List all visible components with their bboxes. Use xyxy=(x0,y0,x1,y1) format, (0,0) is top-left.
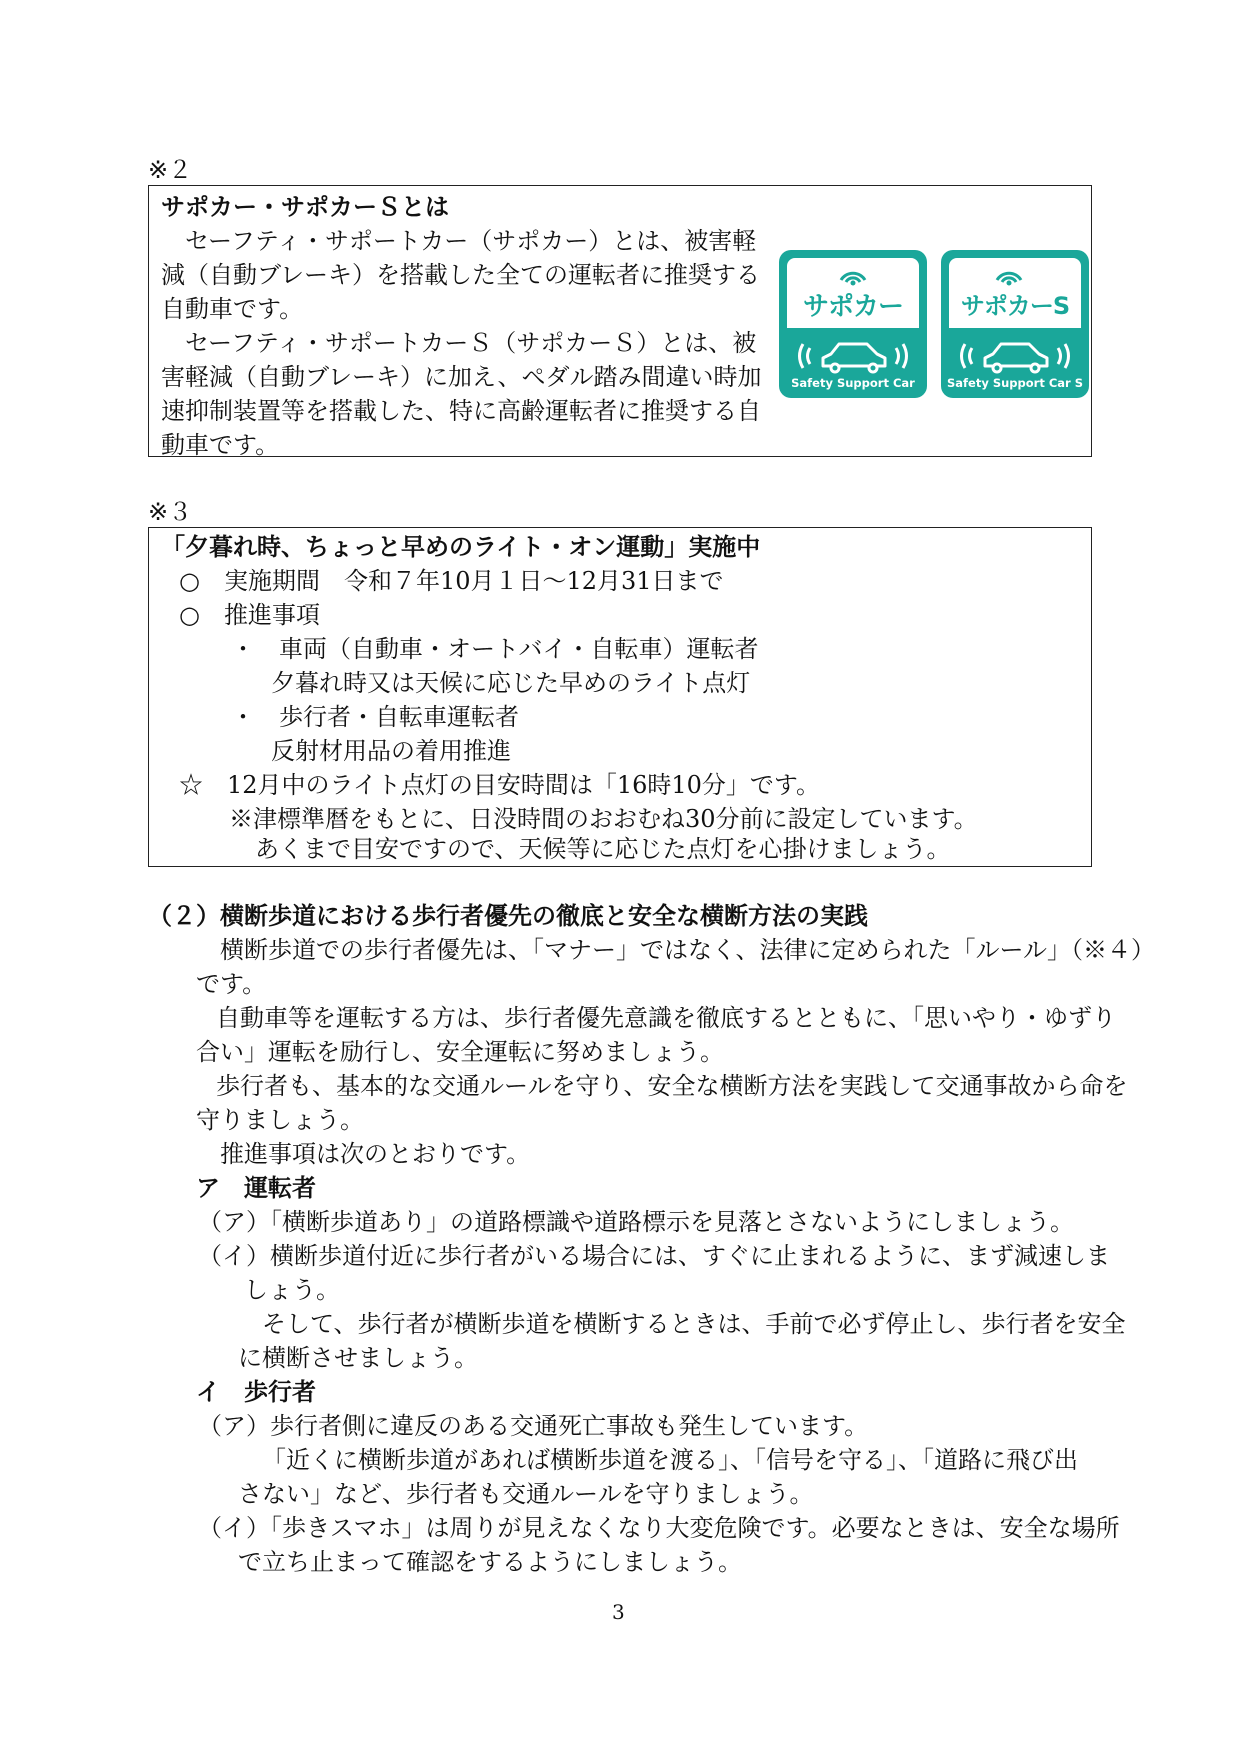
sapoka-logo xyxy=(779,250,927,398)
paragraph-line: 自動車等を運転する方は、歩行者優先意識を徹底するとともに、「思いやり・ゆずり xyxy=(216,1004,1116,1032)
note2-marker: ※２ xyxy=(148,156,193,184)
section-heading: （２）横断歩道における歩行者優先の徹底と安全な横断方法の実践 xyxy=(148,902,868,930)
note3-line: ☆ 12月中のライト点灯の目安時間は「16時10分」です。 xyxy=(179,771,820,799)
note2-title: サポカー・サポカーＳとは xyxy=(161,193,449,221)
driver-line: そして、歩行者が横断歩道を横断するときは、手前で必ず停止し、歩行者を安全 xyxy=(262,1310,1126,1338)
paragraph-line: 推進事項は次のとおりです。 xyxy=(220,1140,531,1168)
paragraph-line: 横断歩道での歩行者優先は、「マナー」ではなく、法律に定められた「ルール」（※４） xyxy=(220,936,1156,964)
page-number: 3 xyxy=(612,1600,625,1624)
wifi-signal-icon xyxy=(989,262,1029,286)
note2-line: セーフティ・サポートカー（サポカー）とは、被害軽 xyxy=(161,227,757,255)
note2-box xyxy=(148,185,1092,457)
paragraph-line: 合い」運転を励行し、安全運転に努めましょう。 xyxy=(196,1038,724,1066)
driver-line: しょう。 xyxy=(244,1276,340,1304)
note3-line: ※津標準暦をもとに、日没時間のおおむね30分前に設定しています。 xyxy=(229,805,978,833)
note3-marker: ※３ xyxy=(148,498,193,526)
logo-title: サポカー xyxy=(802,292,903,322)
note3-title: 「夕暮れ時、ちょっと早めのライト・オン運動」実施中 xyxy=(161,533,761,561)
note2-line: 害軽減（自動ブレーキ）に加え、ペダル踏み間違い時加 xyxy=(161,363,762,391)
car-icon xyxy=(955,334,1075,380)
paragraph-line: です。 xyxy=(196,970,267,998)
note3-line: ○ 推進事項 xyxy=(179,601,320,629)
note3-line: 夕暮れ時又は天候に応じた早めのライト点灯 xyxy=(271,669,751,697)
driver-line: （イ）横断歩道付近に歩行者がいる場合には、すぐに止まれるように、まず減速しま xyxy=(198,1242,1110,1270)
note2-line: セーフティ・サポートカーＳ（サポカーＳ）とは、被 xyxy=(161,329,757,357)
note3-line: ・ 歩行者・自転車運転者 xyxy=(231,703,519,731)
note3-line: ○ 実施期間 令和７年10月１日～12月31日まで xyxy=(179,567,724,595)
sub-heading-driver: ア 運転者 xyxy=(196,1174,316,1202)
note2-line: 減（自動ブレーキ）を搭載した全ての運転者に推奨する xyxy=(161,261,761,289)
pedestrian-line: さない」など、歩行者も交通ルールを守りましょう。 xyxy=(238,1480,814,1508)
note3-line: あくまで目安ですので、天候等に応じた点灯を心掛けましょう。 xyxy=(255,835,951,863)
car-icon xyxy=(793,334,913,380)
paragraph-line: 歩行者も、基本的な交通ルールを守り、安全な横断方法を実践して交通事故から命を xyxy=(216,1072,1128,1100)
note2-line: 自動車です。 xyxy=(161,295,304,323)
note3-line: ・ 車両（自動車・オートバイ・自転車）運転者 xyxy=(231,635,759,663)
pedestrian-line: （ア）歩行者側に違反のある交通死亡事故も発生しています。 xyxy=(198,1412,869,1440)
sub-heading-pedestrian: イ 歩行者 xyxy=(196,1378,316,1406)
note3-box xyxy=(148,527,1092,867)
pedestrian-line: （イ）「歩きスマホ」は周りが見えなくなり大変危険です。必要なときは、安全な場所 xyxy=(198,1514,1120,1542)
paragraph-line: 守りましょう。 xyxy=(196,1106,364,1134)
logo-caption: Safety Support Car xyxy=(791,376,915,390)
pedestrian-line: 「近くに横断歩道があれば横断歩道を渡る」、「信号を守る」、「道路に飛び出 xyxy=(262,1446,1078,1474)
wifi-signal-icon xyxy=(833,262,873,286)
sapoka-s-logo xyxy=(941,250,1089,398)
logo-caption: Safety Support Car S xyxy=(946,376,1083,390)
pedestrian-line: で立ち止まって確認をするようにしましょう。 xyxy=(238,1548,742,1576)
logo-title: サポカーS xyxy=(960,292,1070,320)
note2-line: 動車です。 xyxy=(161,431,280,459)
note3-line: 反射材用品の着用推進 xyxy=(271,737,511,765)
note2-line: 速抑制装置等を搭載した、特に高齢運転者に推奨する自 xyxy=(161,397,761,425)
driver-line: に横断させましょう。 xyxy=(238,1344,478,1372)
driver-line: （ア）「横断歩道あり」の道路標識や道路標示を見落とさないようにしましょう。 xyxy=(198,1208,1074,1236)
